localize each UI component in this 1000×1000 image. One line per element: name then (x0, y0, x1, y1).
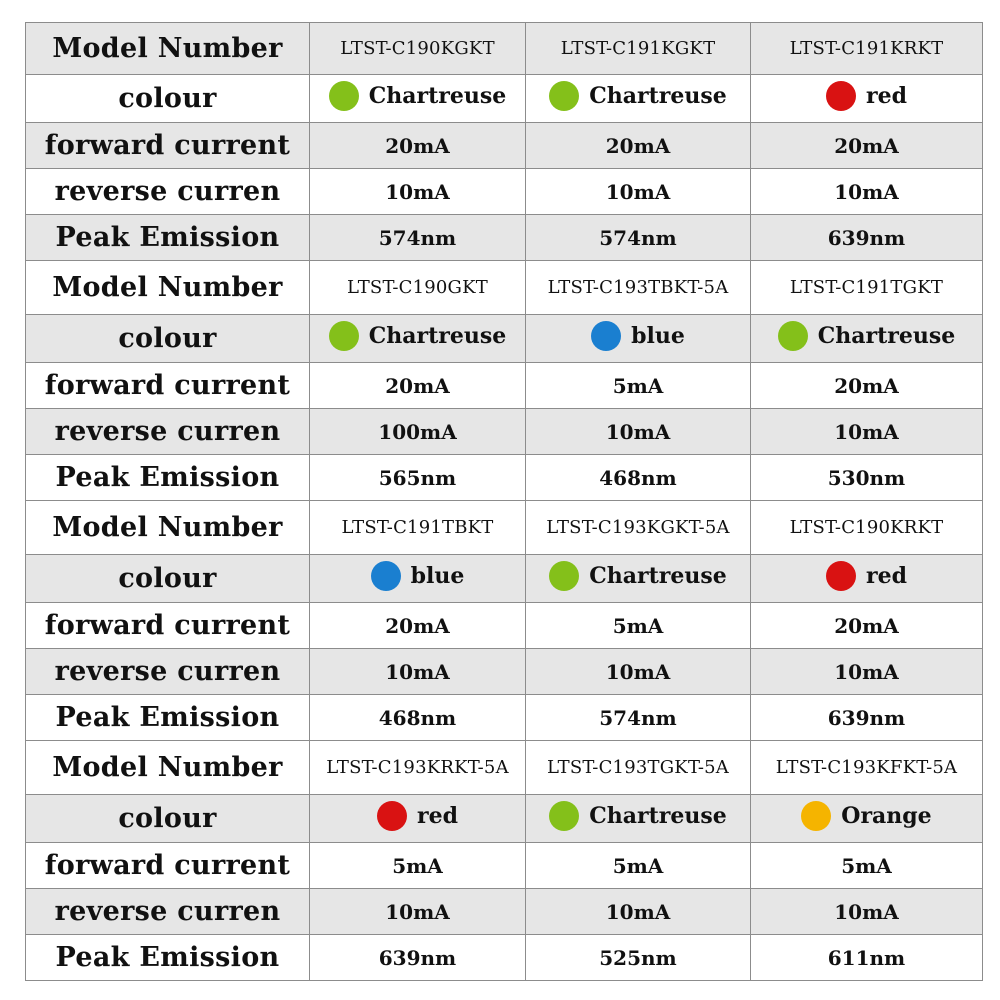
row-peak-emission (26, 935, 983, 981)
colour-value (591, 321, 685, 351)
row-forward-current (26, 363, 983, 409)
row-label-reverse-current: reverse curren (26, 649, 310, 695)
model-number-value: LTST-C193KGKT-5A (526, 501, 751, 555)
row-label-model-number: Model Number (26, 741, 310, 795)
colour-value (377, 801, 458, 831)
forward-current-value: 5mA (526, 603, 751, 649)
row-label-peak-emission: Peak Emission (26, 695, 310, 741)
row-label-forward-current: forward current (26, 123, 310, 169)
colour-value (826, 561, 907, 591)
row-label-forward-current: forward current (26, 363, 310, 409)
colour-swatch-icon (549, 801, 579, 831)
row-label-model-number: Model Number (26, 23, 310, 75)
reverse-current-value: 10mA (751, 649, 983, 695)
colour-value (778, 321, 955, 351)
colour-name: Chartreuse (368, 82, 507, 109)
row-peak-emission (26, 455, 983, 501)
row-label-reverse-current: reverse curren (26, 409, 310, 455)
reverse-current-value: 10mA (751, 889, 983, 935)
peak-emission-value: 639nm (751, 695, 983, 741)
row-label-colour: colour (26, 315, 310, 363)
forward-current-value: 5mA (310, 843, 526, 889)
colour-name: blue (410, 562, 465, 589)
colour-cell (751, 315, 983, 363)
row-label-forward-current: forward current (26, 603, 310, 649)
peak-emission-value: 639nm (310, 935, 526, 981)
row-peak-emission (26, 215, 983, 261)
peak-emission-value: 574nm (526, 215, 751, 261)
row-model-number (26, 23, 983, 75)
reverse-current-value: 10mA (526, 169, 751, 215)
model-number-value: LTST-C191TGKT (751, 261, 983, 315)
reverse-current-value: 100mA (310, 409, 526, 455)
colour-value (371, 561, 465, 591)
colour-name: Chartreuse (817, 322, 956, 349)
colour-cell (526, 75, 751, 123)
row-label-reverse-current: reverse curren (26, 889, 310, 935)
row-label-colour: colour (26, 795, 310, 843)
colour-cell (751, 555, 983, 603)
reverse-current-value: 10mA (310, 889, 526, 935)
peak-emission-value: 565nm (310, 455, 526, 501)
forward-current-value: 5mA (526, 363, 751, 409)
colour-swatch-icon (778, 321, 808, 351)
forward-current-value: 20mA (751, 603, 983, 649)
colour-name: blue (631, 322, 685, 349)
row-model-number (26, 741, 983, 795)
reverse-current-value: 10mA (751, 169, 983, 215)
reverse-current-value: 10mA (526, 409, 751, 455)
forward-current-value: 5mA (751, 843, 983, 889)
row-label-peak-emission: Peak Emission (26, 215, 310, 261)
colour-name: red (866, 562, 907, 589)
model-number-value: LTST-C190GKT (310, 261, 526, 315)
row-label-forward-current: forward current (26, 843, 310, 889)
row-forward-current (26, 123, 983, 169)
forward-current-value: 20mA (310, 123, 526, 169)
colour-cell (310, 75, 526, 123)
forward-current-value: 20mA (310, 363, 526, 409)
model-number-value: LTST-C193KFKT-5A (751, 741, 983, 795)
colour-swatch-icon (801, 801, 831, 831)
colour-swatch-icon (591, 321, 621, 351)
peak-emission-value: 525nm (526, 935, 751, 981)
colour-name: Chartreuse (368, 322, 507, 349)
row-forward-current (26, 603, 983, 649)
model-number-value: LTST-C193TBKT-5A (526, 261, 751, 315)
colour-name: red (417, 802, 458, 829)
row-label-peak-emission: Peak Emission (26, 935, 310, 981)
row-colour (26, 555, 983, 603)
colour-value (826, 81, 907, 111)
colour-swatch-icon (329, 81, 359, 111)
colour-cell (310, 795, 526, 843)
peak-emission-value: 574nm (310, 215, 526, 261)
row-forward-current (26, 843, 983, 889)
colour-value (329, 321, 506, 351)
colour-name: Chartreuse (589, 562, 727, 589)
colour-name: Chartreuse (589, 802, 727, 829)
reverse-current-value: 10mA (751, 409, 983, 455)
reverse-current-value: 10mA (526, 889, 751, 935)
colour-name: Chartreuse (589, 82, 727, 109)
colour-swatch-icon (371, 561, 401, 591)
colour-swatch-icon (826, 561, 856, 591)
reverse-current-value: 10mA (526, 649, 751, 695)
colour-value (549, 561, 726, 591)
row-reverse-current (26, 169, 983, 215)
colour-value (549, 801, 726, 831)
colour-cell (526, 555, 751, 603)
model-number-value: LTST-C191KRKT (751, 23, 983, 75)
row-label-colour: colour (26, 75, 310, 123)
row-model-number (26, 261, 983, 315)
model-number-value: LTST-C191TBKT (310, 501, 526, 555)
row-colour (26, 795, 983, 843)
colour-value (329, 81, 506, 111)
row-colour (26, 315, 983, 363)
peak-emission-value: 574nm (526, 695, 751, 741)
colour-value (549, 81, 726, 111)
model-number-value: LTST-C193KRKT-5A (310, 741, 526, 795)
model-number-value: LTST-C191KGKT (526, 23, 751, 75)
colour-cell (751, 75, 983, 123)
model-number-value: LTST-C193TGKT-5A (526, 741, 751, 795)
forward-current-value: 5mA (526, 843, 751, 889)
colour-value (801, 801, 931, 831)
row-peak-emission (26, 695, 983, 741)
colour-cell (526, 315, 751, 363)
model-number-value: LTST-C190KRKT (751, 501, 983, 555)
forward-current-value: 20mA (751, 363, 983, 409)
colour-cell (751, 795, 983, 843)
colour-name: red (866, 82, 907, 109)
row-model-number (26, 501, 983, 555)
colour-name: Orange (841, 802, 932, 829)
colour-swatch-icon (377, 801, 407, 831)
peak-emission-value: 530nm (751, 455, 983, 501)
row-label-model-number: Model Number (26, 261, 310, 315)
peak-emission-value: 611nm (751, 935, 983, 981)
colour-swatch-icon (329, 321, 359, 351)
row-reverse-current (26, 889, 983, 935)
peak-emission-value: 468nm (310, 695, 526, 741)
row-label-colour: colour (26, 555, 310, 603)
led-spec-table (25, 22, 983, 981)
colour-swatch-icon (549, 561, 579, 591)
forward-current-value: 20mA (751, 123, 983, 169)
row-colour (26, 75, 983, 123)
row-reverse-current (26, 649, 983, 695)
colour-cell (310, 315, 526, 363)
peak-emission-value: 468nm (526, 455, 751, 501)
colour-cell (310, 555, 526, 603)
peak-emission-value: 639nm (751, 215, 983, 261)
reverse-current-value: 10mA (310, 649, 526, 695)
row-label-peak-emission: Peak Emission (26, 455, 310, 501)
colour-swatch-icon (826, 81, 856, 111)
model-number-value: LTST-C190KGKT (310, 23, 526, 75)
row-label-reverse-current: reverse curren (26, 169, 310, 215)
row-label-model-number: Model Number (26, 501, 310, 555)
reverse-current-value: 10mA (310, 169, 526, 215)
forward-current-value: 20mA (526, 123, 751, 169)
colour-cell (526, 795, 751, 843)
colour-swatch-icon (549, 81, 579, 111)
forward-current-value: 20mA (310, 603, 526, 649)
row-reverse-current (26, 409, 983, 455)
spec-table-body (26, 23, 983, 981)
